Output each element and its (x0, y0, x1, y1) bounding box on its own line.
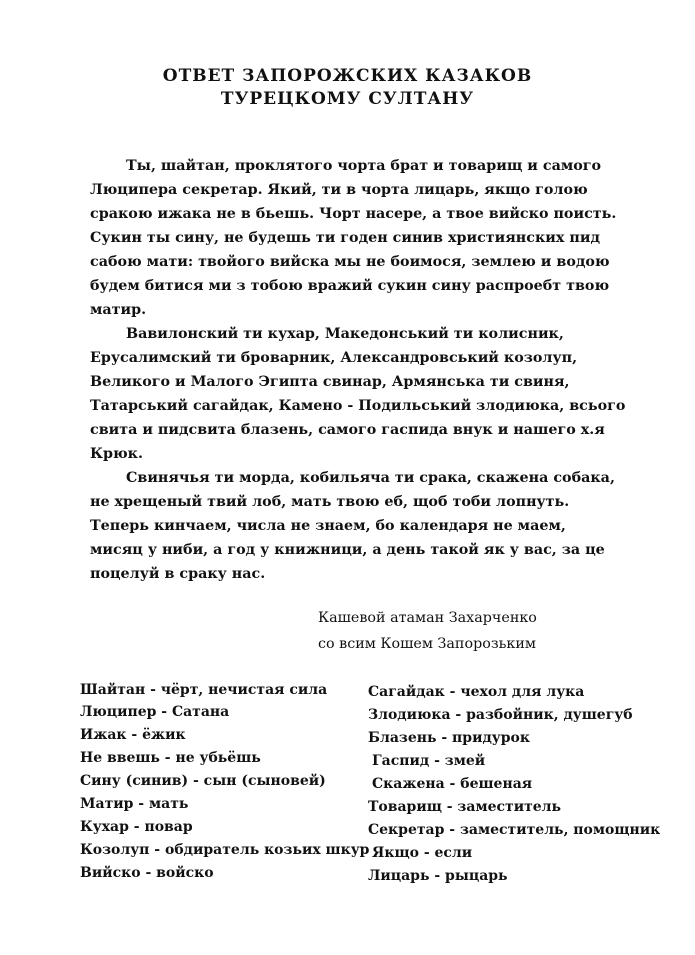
letter-line: Татарський сагайдак, Камено - Подильський злодиюка, всього (90, 398, 626, 414)
glossary-item: Матир - мать (80, 796, 189, 812)
signature-line-2: со всим Кошем Запорозьким (318, 636, 536, 652)
letter-line: сабою мати: твойого вийска мы не боимося, землею и водою (90, 254, 610, 270)
letter-line: Люципера секретар. Який, ти в чорта лицарь, якщо голою (90, 182, 588, 198)
glossary-item: Блазень - придурок (368, 730, 531, 746)
letter-line: матир. (90, 302, 147, 318)
glossary-item: Злодиюка - разбойник, душегуб (368, 707, 633, 723)
glossary-item: Товарищ - заместитель (368, 799, 562, 815)
glossary-item: Гаспид - змей (372, 753, 486, 769)
glossary-item: Якщо - если (372, 845, 473, 861)
glossary-item: Лицарь - рыцарь (368, 868, 508, 884)
signature-line-1: Кашевой атаман Захарченко (318, 610, 537, 626)
letter-line: поцелуй в сраку нас. (90, 566, 266, 582)
letter-line: мисяц у ниби, а год у книжници, а день такой як у вас, за це (90, 542, 605, 558)
glossary-item: Шайтан - чёрт, нечистая сила (80, 682, 328, 698)
glossary-item: Не ввешь - не убьёшь (80, 750, 261, 766)
letter-line: Вавилонский ти кухар, Македонський ти колисник, (126, 326, 564, 342)
letter-line: Крюк. (90, 446, 143, 462)
letter-line: будем битися ми з тобою вражий сукин сину распроебт твою (90, 278, 610, 294)
glossary-item: Люципер - Сатана (80, 704, 230, 720)
glossary-item: Секретар - заместитель, помощник (368, 822, 661, 838)
glossary-item: Сагайдак - чехол для лука (368, 684, 585, 700)
letter-line: Великого и Малого Эгипта свинар, Армянська ти свиня, (90, 374, 570, 390)
letter-line: не хрещеный твий лоб, мать твою еб, щоб тоби лопнуть. (90, 494, 570, 510)
glossary-item: Скажена - бешеная (372, 776, 533, 792)
letter-line: сракою ижака не в бьешь. Чорт насере, а твое вийско поисть. (90, 206, 617, 222)
glossary-item: Вийско - войско (80, 865, 214, 881)
title-line-1: ОТВЕТ ЗАПОРОЖСКИХ КАЗАКОВ (162, 66, 533, 86)
letter-line: свита и пидсвита блазень, самого гаспида внук и нашего х.я (90, 422, 605, 438)
glossary-item: Сину (синив) - сын (сыновей) (80, 773, 326, 789)
glossary-item: Козолуп - обдиратель козьих шкур (80, 842, 370, 858)
title-line-2: ТУРЕЦКОМУ СУЛТАНУ (220, 89, 475, 109)
letter-line: Ерусалимский ти броварник, Александровський козолуп, (90, 350, 578, 366)
letter-line: Сукин ты сину, не будешь ти годен синив християнских пид (90, 230, 600, 246)
letter-line: Свинячья ти морда, кобильяча ти срака, скажена собака, (126, 470, 615, 486)
glossary-item: Ижак - ёжик (80, 727, 186, 743)
letter-line: Теперь кинчаем, числа не знаем, бо календаря не маем, (90, 518, 566, 534)
glossary-item: Кухар - повар (80, 819, 193, 835)
letter-line: Ты, шайтан, проклятого чорта брат и товарищ и самого (126, 158, 602, 174)
